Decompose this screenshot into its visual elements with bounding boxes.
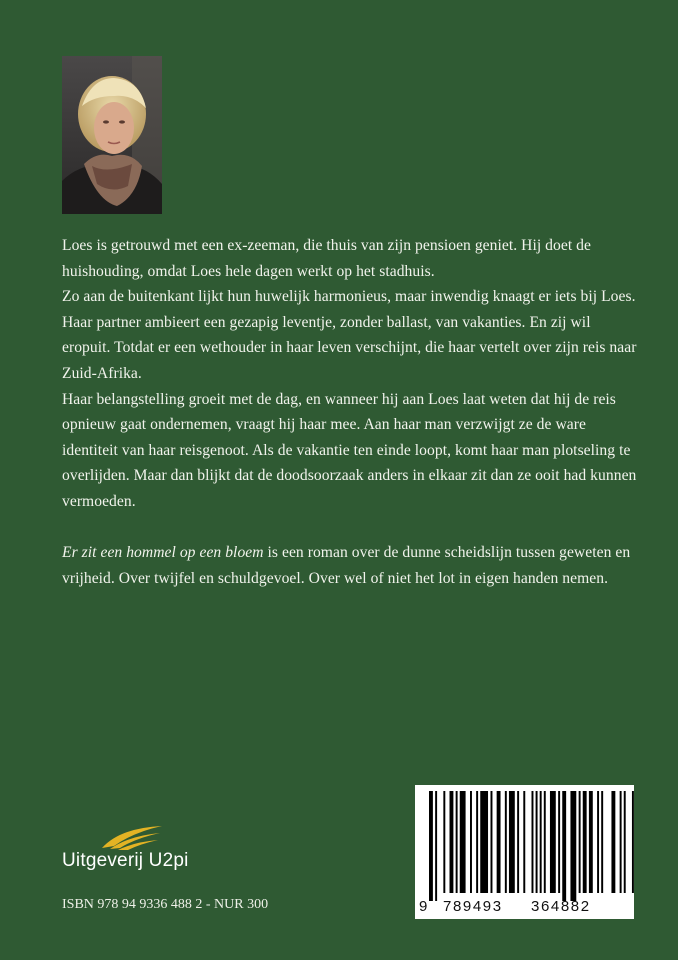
barcode-bar	[558, 791, 560, 893]
barcode-bar	[517, 791, 519, 893]
barcode-bar	[443, 791, 445, 893]
barcode-bar	[632, 791, 634, 893]
barcode-bar	[611, 791, 615, 893]
barcode-digit-lead: 9	[419, 898, 429, 915]
barcode-bar	[491, 791, 493, 893]
barcode-bar	[480, 791, 488, 893]
blurb-closing-paragraph	[62, 540, 642, 591]
publisher-name: Uitgeverij U2pi	[62, 850, 189, 871]
barcode-bar	[540, 791, 542, 893]
isbn-nur-line: ISBN 978 94 9336 488 2 - NUR 300	[62, 897, 269, 912]
publisher-logo	[62, 824, 292, 884]
barcode-bar	[497, 791, 501, 893]
barcode-bar	[509, 791, 515, 893]
barcode-bar	[532, 791, 534, 893]
blurb-paragraph: Haar belangstelling groeit met de dag, en wanneer hij aan Loes laat weten dat hij de reis opnieuw gaat ondernemen, vraagt hij haar mee. Aan haar man verzwijgt ze de ware identiteit van haar reisgenoot. Als de vakantie ten einde loopt, komt haar man plotseling te overlijden. Maar dan blijkt dat de doodsoorzaak anders in elkaar zit dan ze ooit had kunnen vermoeden.	[62, 390, 637, 510]
barcode-bar	[579, 791, 581, 893]
barcode-digits-left: 789493	[443, 898, 503, 915]
barcode-bar	[562, 791, 566, 901]
barcode-bar	[583, 791, 587, 893]
barcode-bar	[620, 791, 622, 893]
barcode-bar	[544, 791, 546, 893]
barcode-bar	[624, 791, 626, 893]
book-title-italic: Er zit een hommel op een bloem	[62, 544, 264, 562]
barcode-bar	[456, 791, 458, 893]
barcode-digits-right: 364882	[531, 898, 591, 915]
barcode-bar	[601, 791, 603, 893]
barcode-bar	[589, 791, 593, 893]
barcode-bar	[476, 791, 478, 893]
barcode-bar	[597, 791, 599, 893]
barcode-bar	[570, 791, 576, 901]
back-cover-blurb	[62, 233, 642, 591]
barcode-bar	[450, 791, 454, 893]
barcode-bar	[550, 791, 556, 893]
barcode-bar	[435, 791, 437, 901]
barcode-bar	[536, 791, 538, 893]
author-photo	[62, 56, 162, 214]
blurb-paragraph: Loes is getrouwd met een ex-zeeman, die thuis van zijn pensioen geniet. Hij doet de huishouding, omdat Loes hele dagen werkt op het stadhuis.	[62, 237, 591, 280]
swoosh-icon	[100, 824, 164, 850]
blurb-closing-text: is een roman over de dunne scheidslijn tussen geweten en vrijheid. Over twijfel en schuldgevoel. Over wel of niet het lot in eigen handen nemen.	[62, 544, 631, 587]
barcode-bar	[429, 791, 433, 901]
barcode-bar	[460, 791, 466, 893]
barcode-bar	[470, 791, 472, 893]
barcode-bar	[505, 791, 507, 893]
paragraph-spacer	[62, 515, 642, 541]
barcode	[415, 785, 634, 919]
blurb-paragraph: Zo aan de buitenkant lijkt hun huwelijk harmonieus, maar inwendig knaagt er iets bij Loes. Haar partner ambieert een gezapig leventje, zonder ballast, van vakanties. En zij wil eropuit. Totdat er een wethouder in haar leven verschijnt, die haar vertelt over zijn reis naar Zuid-Afrika.	[62, 288, 637, 382]
barcode-bar	[523, 791, 525, 893]
